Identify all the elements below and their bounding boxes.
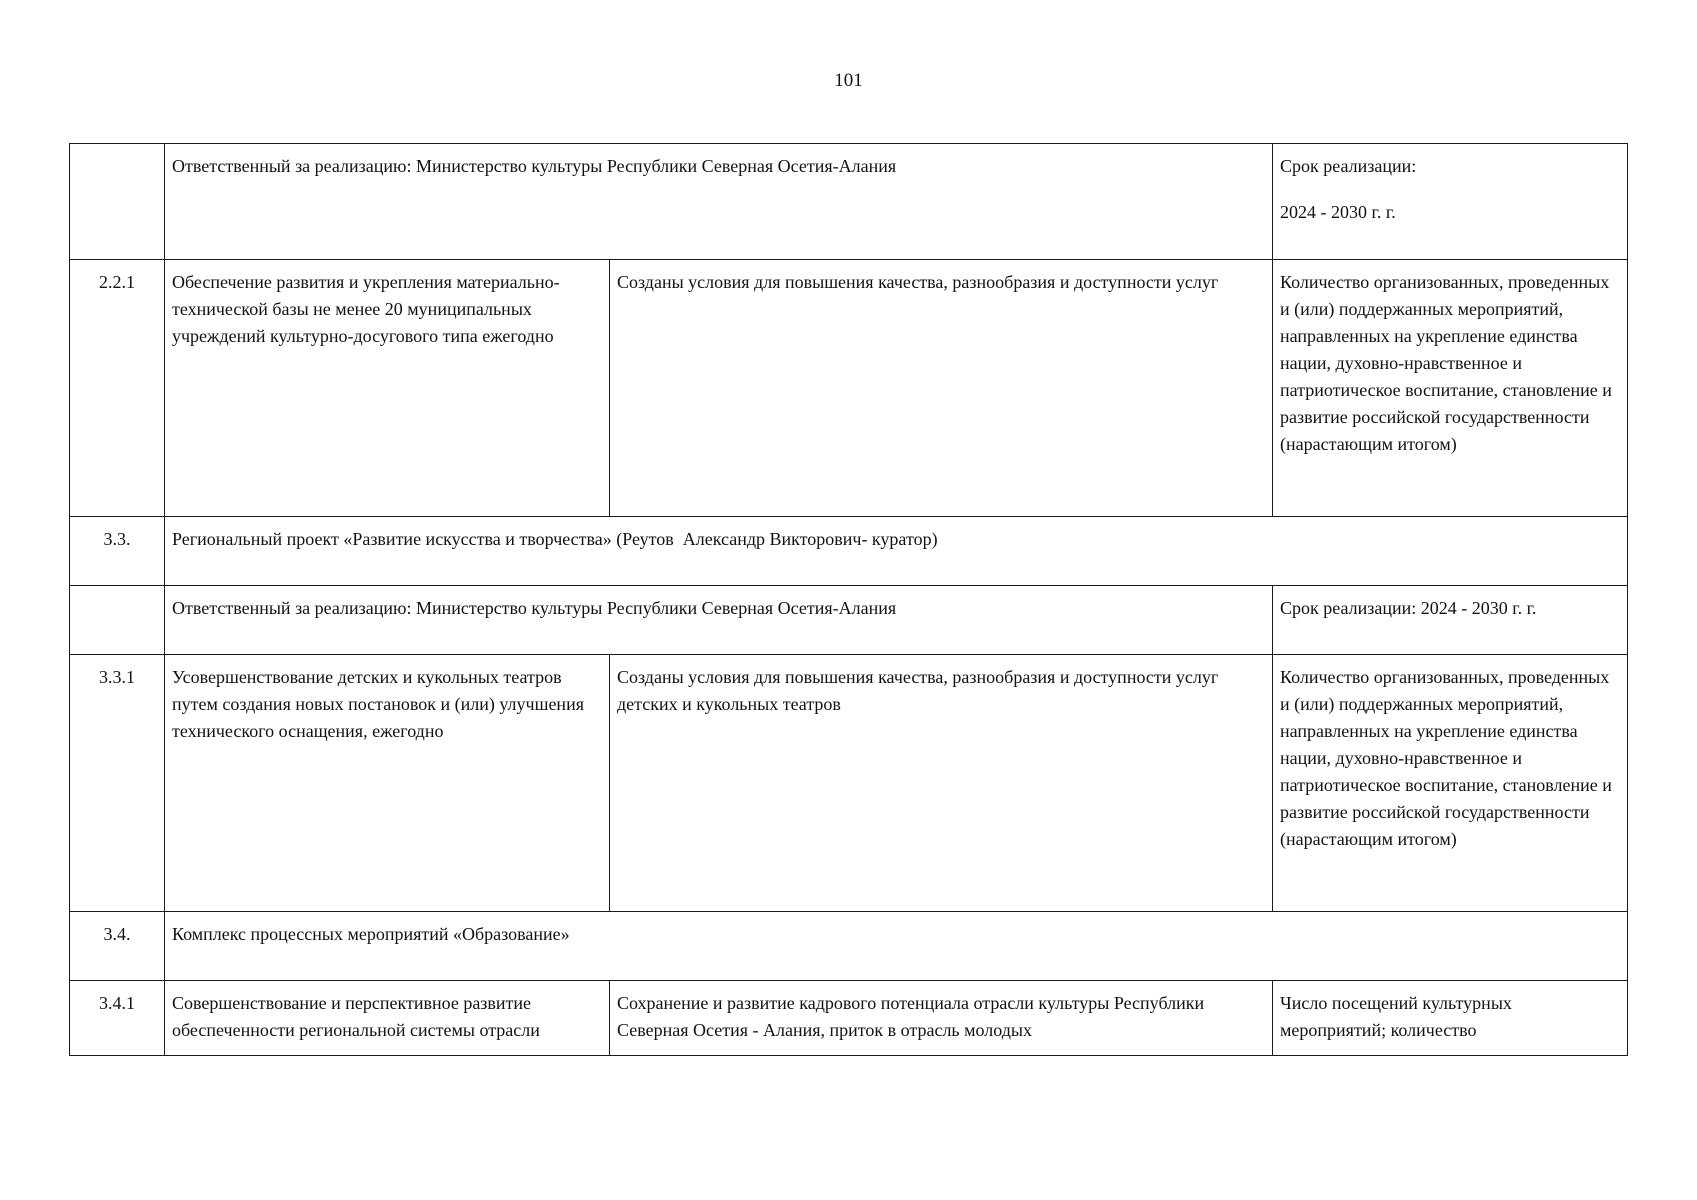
effect-cell: Созданы условия для повышения качества, разнообразия и доступности услуг детских и кукольных театров — [610, 655, 1273, 912]
table-row-2-2-1 — [70, 260, 1628, 517]
responsible-text: Ответственный за реализацию: Министерство культуры Республики Северная Осетия-Алания — [165, 586, 1273, 655]
table-row-responsible-1 — [70, 144, 1628, 260]
term-value: 2024 - 2030 г. г. — [1280, 202, 1396, 222]
task-cell: Усовершенствование детских и кукольных театров путем создания новых постановок и (или) улучшения технического оснащения, ежегодно — [165, 655, 610, 912]
row-number: 3.4. — [70, 912, 165, 981]
term-cell: Срок реализации: 2024 - 2030 г. г. — [1273, 586, 1628, 655]
row-number: 3.3. — [70, 517, 165, 586]
section-title: Комплекс процессных мероприятий «Образование» — [165, 912, 1628, 981]
table-row-responsible-2 — [70, 586, 1628, 655]
table-row-3-4-1 — [70, 981, 1628, 1056]
row-number: 2.2.1 — [70, 260, 165, 517]
row-number — [70, 144, 165, 260]
page-number: 101 — [834, 70, 863, 91]
task-cell: Совершенствование и перспективное развитие обеспеченности региональной системы отрасли — [165, 981, 610, 1056]
table-row-3-3 — [70, 517, 1628, 586]
responsible-text: Ответственный за реализацию: Министерство культуры Республики Северная Осетия-Алания — [165, 144, 1273, 260]
section-title: Региональный проект «Развитие искусства и творчества» (Реутов Александр Викторович- куратор) — [165, 517, 1628, 586]
table-row-3-3-1 — [70, 655, 1628, 912]
term-cell — [1273, 144, 1628, 260]
effect-cell: Сохранение и развитие кадрового потенциала отрасли культуры Республики Северная Осетия - Алания, приток в отрасль молодых — [610, 981, 1273, 1056]
row-number: 3.3.1 — [70, 655, 165, 912]
indicator-cell: Число посещений культурных мероприятий; количество — [1273, 981, 1628, 1056]
indicator-cell: Количество организованных, проведенных и (или) поддержанных мероприятий, направленных на укрепление единства нации, духовно-нравственное и патриотическое воспитание, становление и развитие российской государственности (нарастающим итогом) — [1273, 655, 1628, 912]
term-label: Срок реализации: — [1280, 156, 1417, 176]
effect-cell: Созданы условия для повышения качества, разнообразия и доступности услуг — [610, 260, 1273, 517]
table-row-3-4 — [70, 912, 1628, 981]
indicator-cell: Количество организованных, проведенных и (или) поддержанных мероприятий, направленных на укрепление единства нации, духовно-нравственное и патриотическое воспитание, становление и развитие российской государственности (нарастающим итогом) — [1273, 260, 1628, 517]
row-number — [70, 586, 165, 655]
task-cell: Обеспечение развития и укрепления материально-технической базы не менее 20 муниципальных учреждений культурно-досугового типа ежегодно — [165, 260, 610, 517]
row-number: 3.4.1 — [70, 981, 165, 1056]
program-table — [69, 143, 1628, 1056]
